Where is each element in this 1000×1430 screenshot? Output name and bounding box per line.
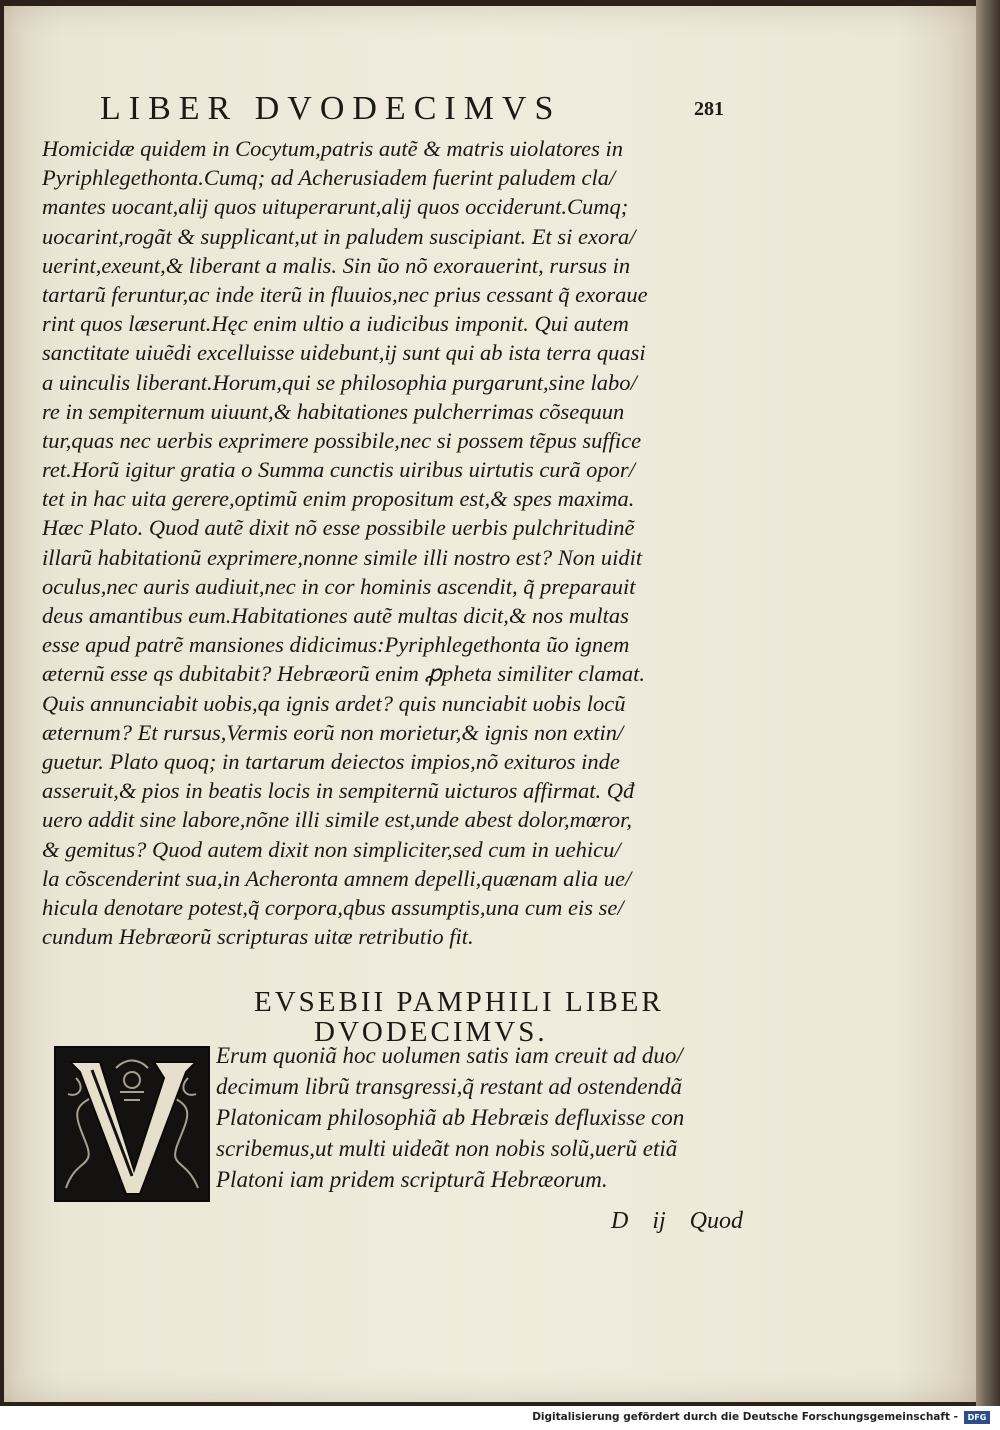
funding-notice: Digitalisierung gefördert durch die Deutsche Forschungsgemeinschaft - (532, 1411, 958, 1423)
text-line: decimum librũ transgressi,q̃ restant ad ostendendã (216, 1074, 682, 1099)
text-line: guetur. Plato quoq; in tartarum deiectos impios,nõ exituros inde (42, 748, 620, 774)
book-edge (976, 0, 1000, 1406)
chapter-heading-subline: DVODECIMVS. (314, 1016, 548, 1048)
text-line: Quis annunciabit uobis,qa ignis ardet? quis nunciabit uobis locũ (42, 690, 626, 716)
text-line: tartarũ feruntur,ac inde iterũ in fluuios,nec prius cessant q̃ exoraue (42, 281, 648, 307)
text-line: re in sempiternum uiuunt,& habitationes pulcherrimas cõsequun (42, 398, 625, 424)
running-head: LIBER DVODECIMVS (100, 90, 562, 127)
text-line: æternum? Et rursus,Vermis eorũ non morietur,& ignis non extin/ (42, 719, 624, 745)
text-line: deus amantibus eum.Habitationes autẽ multas dicit,& nos multas (42, 603, 629, 628)
text-line: hicula denotare potest,q̃ corpora,qbus assumptis,una cum eis se/ (42, 894, 624, 920)
text-line: cundum Hebræorũ scripturas uitæ retributio fit. (42, 924, 474, 950)
text-line: asseruit,& pios in beatis locis in sempiternũ uicturos affirmat. Qđ (42, 778, 635, 804)
text-line: la cõscenderint sua,in Acheronta amnem depelli,quænam alia ue/ (42, 865, 632, 891)
text-line: rint quos læserunt.Hęc enim ultio a iudicibus imponit. Qui autem (42, 311, 629, 337)
text-line: esse apud patrẽ mansiones didicimus:Pyriphlegethonta ũo ignem (42, 632, 630, 658)
footer-bar (0, 1406, 1000, 1430)
text-line: æternũ esse qs dubitabit? Hebræorũ enim ꝓpheta similiter clamat. (42, 661, 646, 687)
chapter-text-block (216, 1040, 764, 1195)
decorated-initial-v-icon (54, 1046, 210, 1202)
text-line: Platonicam philosophiã ab Hebræis defluxisse con (216, 1105, 685, 1130)
text-line: Pyriphlegethonta.Cumq; ad Acherusiadem fuerint paludem cla/ (42, 165, 616, 191)
text-line: mantes uocant,alij quos uituperarunt,alij quos occiderunt.Cumq; (42, 194, 629, 220)
text-line: oculus,nec auris audiuit,nec in cor hominis ascendit, q̃ preparauit (42, 573, 636, 599)
text-line: tur,quas nec uerbis exprimere possibile,nec si possem tẽpus suffice (42, 427, 642, 453)
text-line: uocarint,rogãt & supplicant,ut in paludem suscipiant. Et si exora/ (42, 223, 636, 249)
text-line: ret.Horũ igitur gratia o Summa cunctis uiribus uirtutis curã opor/ (42, 457, 635, 483)
text-line: uero addit sine labore,nõne illi simile est,unde abest dolor,mœror, (42, 807, 632, 833)
text-line: a uinculis liberant.Horum,qui se philosophia purgarunt,sine labo/ (42, 369, 637, 395)
chapter-heading: EVSEBII PAMPHILI LIBER (254, 986, 664, 1018)
text-line: Erum quoniã hoc uolumen satis iam creuit ad duo/ (216, 1043, 683, 1068)
text-line: uerint,exeunt,& liberant a malis. Sin ũo nõ exorauerint, rursus in (42, 252, 631, 278)
text-line: sanctitate uiuẽdi excelluisse uidebunt,ij sunt qui ab ista terra quasi (42, 340, 646, 366)
text-line: Homicidæ quidem in Cocytum,patris autẽ & matris uiolatores in (42, 136, 624, 161)
dfg-logo-icon: DFG (964, 1411, 990, 1424)
text-line: scribemus,ut multi uideãt non nobis solũ,uerũ etiã (216, 1136, 678, 1161)
folio-number: 281 (694, 98, 724, 120)
main-text-block (42, 134, 764, 951)
text-line: & gemitus? Quod autem dixit non simpliciter,sed cum in uehicu/ (42, 836, 621, 862)
text-line: Platoni iam pridem scripturã Hebræorum. (216, 1167, 608, 1192)
text-line: tet in hac uita gerere,optimũ enim propositum est,& spes maxima. (42, 486, 635, 512)
text-line: Hæc Plato. Quod autẽ dixit nõ esse possibile uerbis pulchritudinẽ (42, 515, 635, 541)
signature-catchword: D ij Quod (611, 1208, 743, 1234)
text-line: illarũ habitationũ exprimere,nonne simile illi nostro est? Non uidit (42, 544, 643, 570)
paper-sheet (4, 6, 976, 1402)
